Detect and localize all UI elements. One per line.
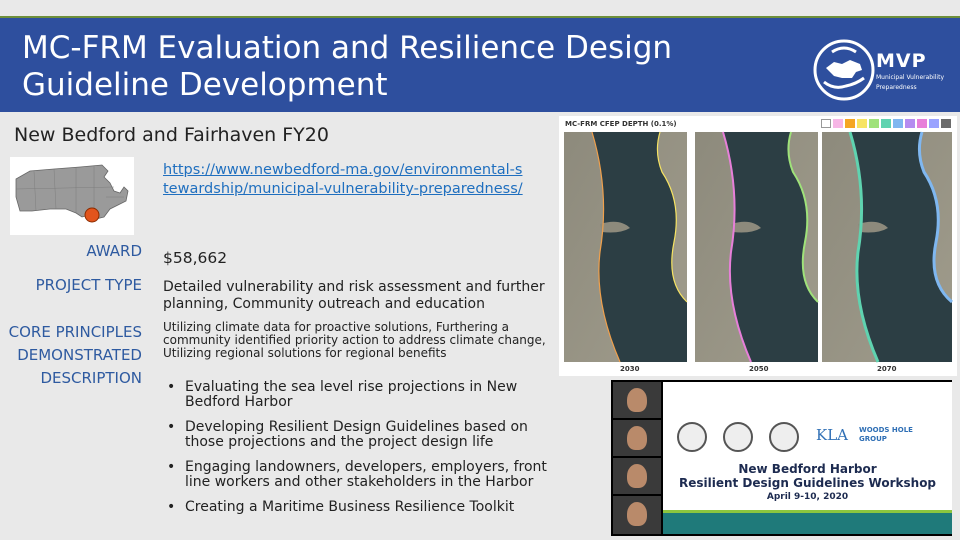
workshop-title — [663, 462, 952, 490]
description-label: DESCRIPTION — [40, 369, 142, 387]
mvp-logo-icon — [812, 38, 876, 102]
workshop-date: April 9-10, 2020 — [766, 492, 849, 502]
list-item: • Developing Resilient Design Guidelines based on those projections and the project design life — [163, 420, 553, 450]
participant-avatar — [627, 464, 647, 488]
cfep-figure-title: MC-FRM CFEP DEPTH (0.1%) — [565, 120, 677, 128]
mvp-logo-subtitle-2: Preparedness — [876, 84, 917, 91]
woods-hole-line1: WOODS HOLE — [859, 426, 913, 434]
cfep-year-2070: 2070 — [877, 365, 897, 373]
participant-video-tile — [613, 496, 661, 534]
core-principles-label: CORE PRINCIPLES — [8, 323, 142, 341]
participant-video-tile — [613, 458, 661, 494]
award-label: AWARD — [86, 242, 142, 260]
workshop-title-line2: Resilient Design Guidelines Workshop — [678, 476, 937, 490]
project-type-value: Detailed vulnerability and risk assessment and further planning, Community outreach and education — [163, 279, 545, 312]
core-principles-value: Utilizing climate data for proactive solutions, Furthering a community identified priority action to address climate change, Utilizing regional solutions for regional benefits — [163, 320, 546, 360]
cfep-year-2030: 2030 — [620, 365, 640, 373]
woods-hole-line2: GROUP — [859, 435, 887, 443]
participant-video-tile — [613, 382, 661, 418]
cfep-depth-figure — [559, 116, 957, 376]
project-type-label: PROJECT TYPE — [35, 276, 142, 294]
massachusetts-locator-map — [10, 157, 134, 235]
mvp-logo-text — [876, 50, 944, 92]
cfep-map-panels — [559, 116, 957, 376]
list-item: • Creating a Maritime Business Resilience Toolkit — [163, 500, 553, 515]
kla-logo: KLA — [816, 426, 848, 444]
demonstrated-label: DEMONSTRATED — [17, 346, 142, 364]
lighthouse-seal-icon — [723, 422, 753, 452]
participant-avatar — [627, 388, 647, 412]
list-item: • Evaluating the sea level rise projections in New Bedford Harbor — [163, 380, 553, 410]
list-item: • Engaging landowners, developers, employers, front line workers and other stakeholders in the Harbor — [163, 460, 553, 490]
slide-title: MC-FRM Evaluation and Resilience Design Guideline Development — [22, 30, 673, 103]
town-seal-icon — [769, 422, 799, 452]
mvp-logo-subtitle-1: Municipal Vulnerability — [876, 74, 944, 81]
slide-footer-band — [663, 513, 952, 534]
participant-video-tile — [613, 420, 661, 456]
workshop-slide — [663, 382, 952, 534]
woods-hole-group-logo — [859, 426, 913, 444]
cfep-year-2050: 2050 — [749, 365, 769, 373]
project-subtitle: New Bedford and Fairhaven FY20 — [14, 124, 329, 146]
title-banner — [0, 16, 960, 112]
mvp-logo-name: MVP — [876, 50, 927, 72]
workshop-title-line1: New Bedford Harbor — [738, 462, 877, 476]
project-website-link[interactable]: https://www.newbedford-ma.gov/environmental-stewardship/municipal-vulnerability-preparedness/ — [163, 162, 523, 197]
participant-avatar — [627, 426, 647, 450]
workshop-video-call — [611, 380, 952, 536]
award-value: $58,662 — [163, 249, 228, 267]
city-seal-icon — [677, 422, 707, 452]
participant-avatar — [627, 502, 647, 526]
description-list — [163, 380, 553, 525]
massachusetts-map-icon — [10, 157, 134, 235]
